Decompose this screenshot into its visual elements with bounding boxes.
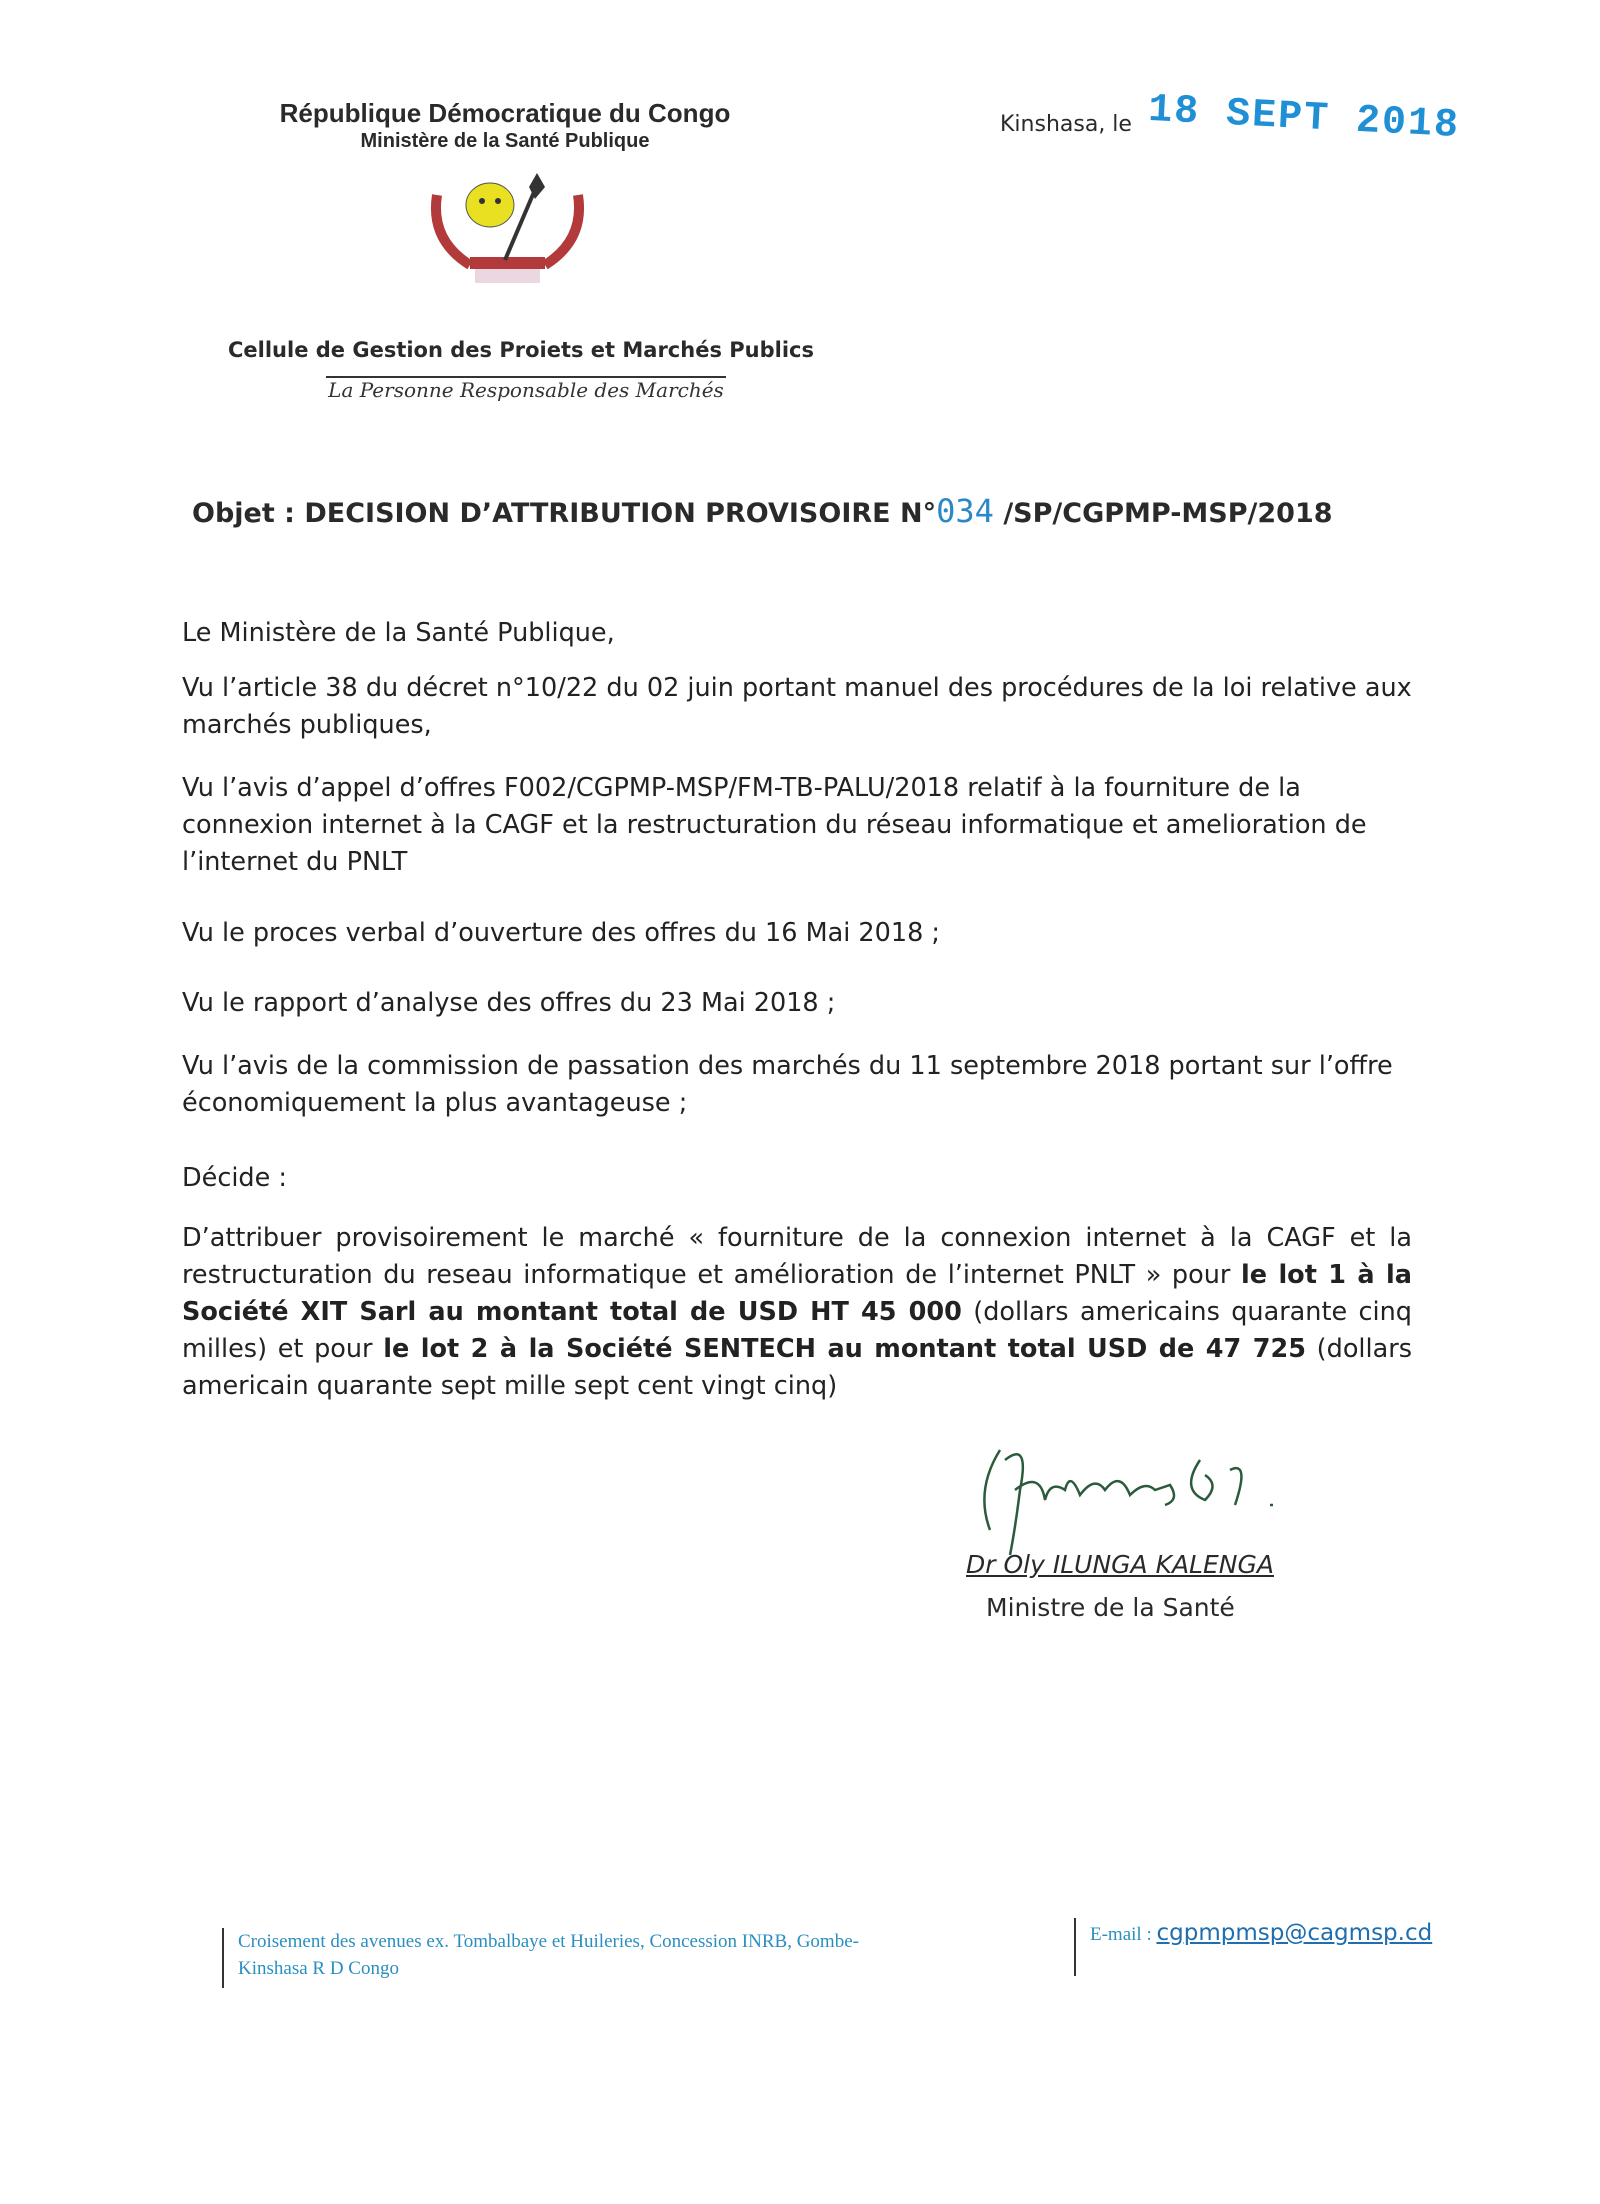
coat-of-arms-icon: [425, 165, 590, 287]
country-name: République Démocratique du Congo: [279, 98, 731, 128]
paragraph-decision: [182, 1220, 1412, 1405]
lot1-award: le lot 1 à la Société XIT Sarl au montant total de USD HT 45 000: [182, 1260, 1412, 1327]
place-label: Kinshasa, le: [1000, 112, 1132, 137]
object-suffix: /SP/CGPMP-MSP/2018: [1003, 498, 1333, 529]
responsible-title: La Personne Responsable des Marchés: [328, 378, 724, 402]
paragraph-opening: Vu le proces verbal d’ouverture des offres du 16 Mai 2018 ;: [182, 918, 940, 948]
footer-address: [222, 1928, 1088, 1988]
paragraph-tender: Vu l’avis d’appel d’offres F002/CGPMP-MSP/FM-TB-PALU/2018 relatif à la fourniture de la connexion internet à la CAGF et la restructuration du réseau informatique et amelioration de l’internet du PNLT: [182, 773, 1367, 877]
object-prefix: Objet : DECISION D’ATTRIBUTION PROVISOIRE N°: [192, 498, 937, 529]
address-line: Kinshasa R D Congo: [238, 1958, 399, 1979]
decision-text: (dollars americain quarante sept mille sept cent vingt cinq): [182, 1334, 1412, 1401]
lot2-award: le lot 2 à la Société SENTECH au montant total USD de 47 725: [383, 1334, 1306, 1364]
footer-email: [1090, 1920, 1432, 1946]
signatory-title: Ministre de la Santé: [986, 1593, 1235, 1622]
email-label: E-mail :: [1090, 1924, 1152, 1945]
paragraph-analysis: Vu le rapport d’analyse des offres du 23 Mai 2018 ;: [182, 988, 836, 1018]
ministry-name: Ministère de la Santé Publique: [360, 130, 650, 152]
paragraph-article: Vu l’article 38 du décret n°10/22 du 02 juin portant manuel des procédures de la loi relative aux marchés publiques,: [182, 673, 1412, 740]
unit-name: Cellule de Gestion des Proiets et Marchés Publics: [228, 338, 814, 362]
signature-icon: [970, 1430, 1330, 1560]
decide-heading: Décide :: [182, 1163, 288, 1193]
decision-number: 034: [936, 492, 994, 530]
paragraph-commission: Vu l’avis de la commission de passation des marchés du 11 septembre 2018 portant sur l’offre économiquement la plus avantageuse ;: [182, 1051, 1393, 1118]
decision-text: D’attribuer provisoirement le marché « fourniture de la connexion internet à la CAGF et la restructuration du reseau informatique et amélioration de l’internet PNLT » pour: [182, 1223, 1412, 1290]
date-stamp: 18 SEPT 2018: [1147, 87, 1462, 150]
footer-divider: [1074, 1918, 1076, 1976]
email-link[interactable]: cgpmpmsp@cagmsp.cd: [1156, 1920, 1433, 1946]
decision-text: (dollars americains quarante cinq milles) et pour: [182, 1297, 1412, 1364]
paragraph-intro: Le Ministère de la Santé Publique,: [182, 618, 615, 648]
address-line: Croisement des avenues ex. Tombalbaye et Huileries, Concession INRB, Gombe-: [238, 1931, 859, 1952]
signatory-name: Dr Oly ILUNGA KALENGA: [966, 1550, 1274, 1579]
document-object: [192, 492, 1333, 530]
